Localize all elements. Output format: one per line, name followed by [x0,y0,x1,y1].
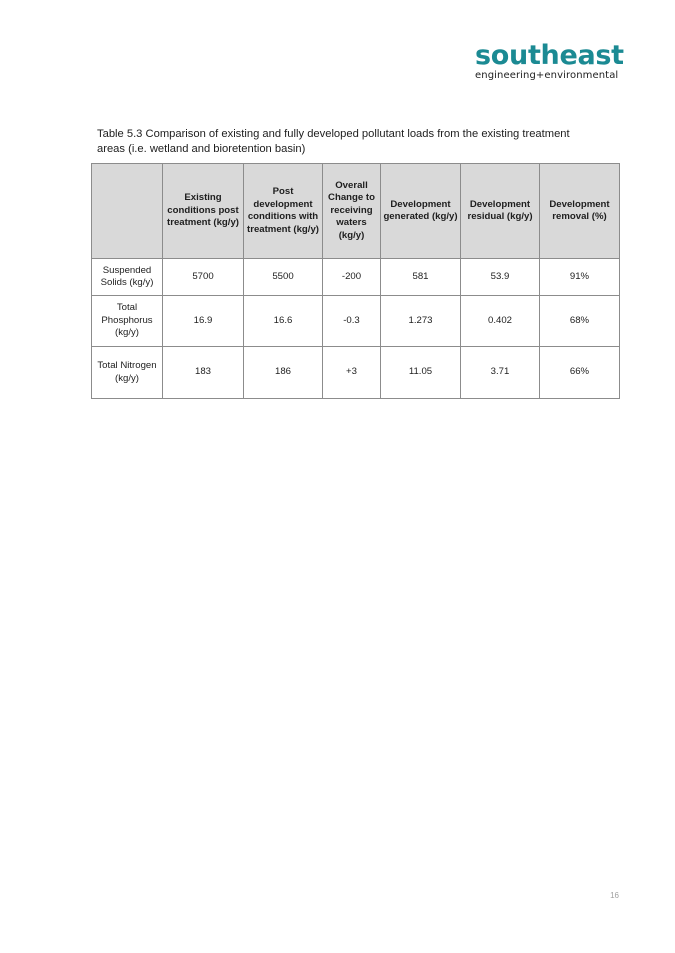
table-cell: 53.9 [461,259,540,296]
table-header-row [92,164,620,259]
row-label: Suspended Solids (kg/y) [92,259,163,296]
table-cell: 68% [540,296,620,347]
table-caption: Table 5.3 Comparison of existing and fully developed pollutant loads from the existing treatment areas (i.e. wetland and bioretention basin) [97,128,570,155]
table-cell: -200 [323,259,381,296]
header-cell-dev-removal: Development removal (%) [540,164,620,259]
header-cell-existing: Existing conditions post treatment (kg/y) [163,164,244,259]
logo-wordmark: southeast [475,40,624,71]
header-cell-empty [92,164,163,259]
header-cell-dev-generated: Development generated (kg/y) [381,164,461,259]
pollutant-loads-table [91,163,620,399]
table-cell: 11.05 [381,347,461,399]
table-cell: 5500 [244,259,323,296]
table-row [92,347,620,399]
table-cell: 3.71 [461,347,540,399]
table-row [92,296,620,347]
table-row [92,259,620,296]
header-cell-dev-residual: Development residual (kg/y) [461,164,540,259]
header-cell-post-development: Post development conditions with treatment (kg/y) [244,164,323,259]
table-cell: 581 [381,259,461,296]
table-cell: 91% [540,259,620,296]
table-cell: 183 [163,347,244,399]
table-cell: 1.273 [381,296,461,347]
table-cell: -0.3 [323,296,381,347]
table-cell: 186 [244,347,323,399]
table-cell: +3 [323,347,381,399]
table-cell: 66% [540,347,620,399]
table-cell: 16.9 [163,296,244,347]
page-number: 16 [610,891,619,900]
logo-tagline: engineering+environmental [475,70,619,81]
row-label: Total Phosphorus (kg/y) [92,296,163,347]
row-label: Total Nitrogen (kg/y) [92,347,163,399]
table-cell: 16.6 [244,296,323,347]
table-cell: 5700 [163,259,244,296]
table-cell: 0.402 [461,296,540,347]
header-cell-overall-change: Overall Change to receiving waters (kg/y) [323,164,381,259]
company-logo [475,40,624,81]
